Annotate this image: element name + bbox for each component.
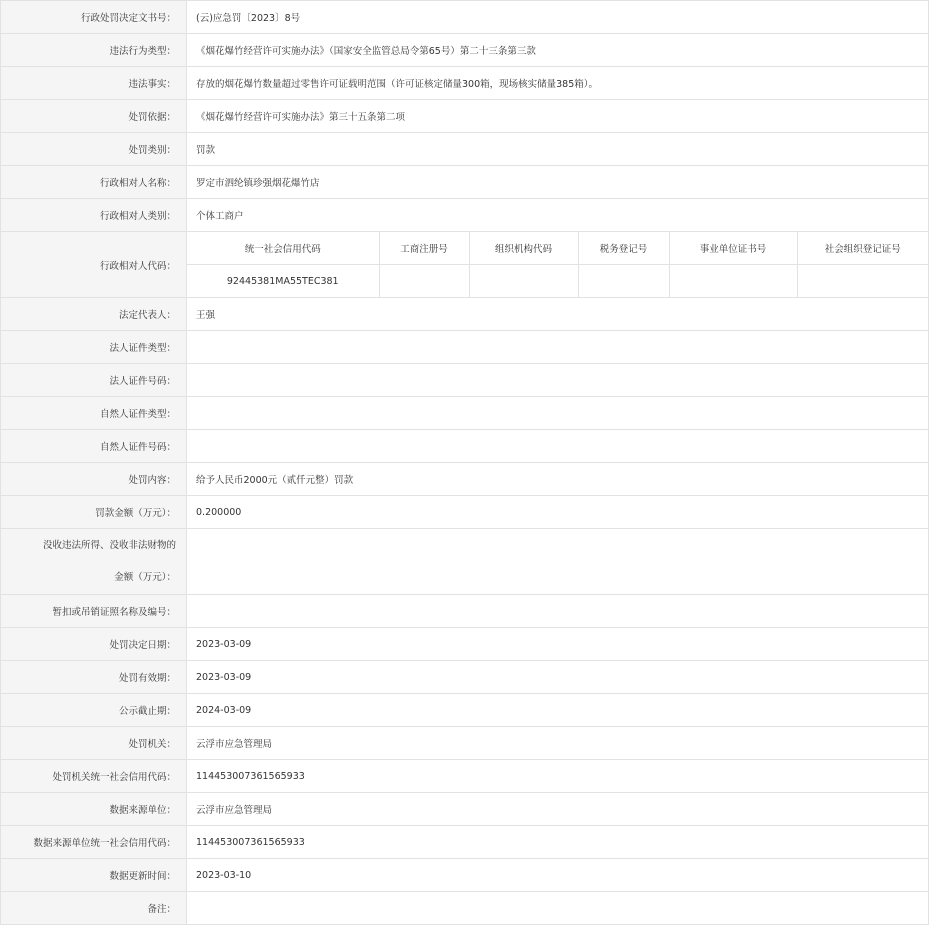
label-remarks: 备注： [1, 892, 187, 925]
value-decision-date: 2023-03-09 [187, 628, 929, 661]
row-license-revoked [1, 595, 929, 628]
value-authority-credit-code: 114453007361565933 [187, 760, 929, 793]
code-value-institution-cert [669, 265, 797, 298]
row-valid-period [1, 661, 929, 694]
row-party-name [1, 166, 929, 199]
value-publicity-deadline: 2024-03-09 [187, 694, 929, 727]
label-decision-date: 处罚决定日期： [1, 628, 187, 661]
label-party-codes: 行政相对人代码： [1, 232, 187, 298]
label-license-revoked: 暂扣或吊销证照名称及编号： [1, 595, 187, 628]
code-value-social-org [797, 265, 928, 298]
party-codes-cell [187, 232, 929, 298]
value-legal-id-type [187, 331, 929, 364]
label-source-credit-code: 数据来源单位统一社会信用代码： [1, 826, 187, 859]
row-data-source [1, 793, 929, 826]
code-header-institution-cert: 事业单位证书号 [669, 232, 797, 265]
value-violation-type: 《烟花爆竹经营许可实施办法》（国家安全监管总局令第65号）第二十三条第三款 [187, 34, 929, 67]
row-fine-amount [1, 496, 929, 529]
label-person-id-number: 自然人证件号码： [1, 430, 187, 463]
row-legal-rep [1, 298, 929, 331]
label-violation-facts: 违法事实： [1, 67, 187, 100]
row-person-id-number [1, 430, 929, 463]
code-value-org-code [469, 265, 578, 298]
value-person-id-type [187, 397, 929, 430]
row-update-time [1, 859, 929, 892]
label-decision-number: 行政处罚决定文书号： [1, 1, 187, 34]
value-source-credit-code: 114453007361565933 [187, 826, 929, 859]
row-party-type [1, 199, 929, 232]
code-header-org-code: 组织机构代码 [469, 232, 578, 265]
value-data-source: 云浮市应急管理局 [187, 793, 929, 826]
value-penalty-authority: 云浮市应急管理局 [187, 727, 929, 760]
row-publicity-deadline [1, 694, 929, 727]
code-header-business-reg: 工商注册号 [379, 232, 469, 265]
label-violation-type: 违法行为类型： [1, 34, 187, 67]
row-legal-id-number [1, 364, 929, 397]
value-remarks [187, 892, 929, 925]
value-party-name: 罗定市泗纶镇珍强烟花爆竹店 [187, 166, 929, 199]
code-value-credit: 92445381MA55TEC381 [187, 265, 379, 298]
label-legal-rep: 法定代表人： [1, 298, 187, 331]
row-decision-date [1, 628, 929, 661]
value-person-id-number [187, 430, 929, 463]
value-update-time: 2023-03-10 [187, 859, 929, 892]
row-remarks [1, 892, 929, 925]
value-decision-number: (云)应急罚〔2023〕8号 [187, 1, 929, 34]
label-party-type: 行政相对人类别： [1, 199, 187, 232]
label-fine-amount: 罚款金额（万元）： [1, 496, 187, 529]
row-violation-type [1, 34, 929, 67]
row-legal-id-type [1, 331, 929, 364]
value-valid-period: 2023-03-09 [187, 661, 929, 694]
row-authority-credit-code [1, 760, 929, 793]
value-legal-rep: 王强 [187, 298, 929, 331]
row-penalty-authority [1, 727, 929, 760]
row-confiscation [1, 529, 929, 595]
row-penalty-category [1, 133, 929, 166]
label-legal-id-type: 法人证件类型： [1, 331, 187, 364]
value-confiscation [187, 529, 929, 595]
label-authority-credit-code: 处罚机关统一社会信用代码： [1, 760, 187, 793]
value-penalty-content: 给予人民币2000元（贰仟元整）罚款 [187, 463, 929, 496]
label-person-id-type: 自然人证件类型： [1, 397, 187, 430]
label-party-name: 行政相对人名称： [1, 166, 187, 199]
label-confiscation-line2: 金额（万元）： [114, 571, 176, 583]
row-source-credit-code [1, 826, 929, 859]
value-violation-facts: 存放的烟花爆竹数量超过零售许可证载明范围（许可证核定储量300箱，现场核实储量385箱）。 [187, 67, 929, 100]
code-header-social-org: 社会组织登记证号 [797, 232, 928, 265]
label-valid-period: 处罚有效期： [1, 661, 187, 694]
party-codes-subtable [187, 232, 928, 297]
label-penalty-category: 处罚类别： [1, 133, 187, 166]
label-penalty-content: 处罚内容： [1, 463, 187, 496]
row-penalty-basis [1, 100, 929, 133]
code-value-tax-reg [578, 265, 669, 298]
row-person-id-type [1, 397, 929, 430]
code-header-tax-reg: 税务登记号 [578, 232, 669, 265]
value-penalty-basis: 《烟花爆竹经营许可实施办法》第三十五条第二项 [187, 100, 929, 133]
label-data-source: 数据来源单位： [1, 793, 187, 826]
value-fine-amount: 0.200000 [187, 496, 929, 529]
label-update-time: 数据更新时间： [1, 859, 187, 892]
code-header-credit: 统一社会信用代码 [187, 232, 379, 265]
row-penalty-content [1, 463, 929, 496]
value-license-revoked [187, 595, 929, 628]
row-party-codes [1, 232, 929, 298]
label-legal-id-number: 法人证件号码： [1, 364, 187, 397]
value-legal-id-number [187, 364, 929, 397]
label-penalty-basis: 处罚依据： [1, 100, 187, 133]
row-violation-facts [1, 67, 929, 100]
value-party-type: 个体工商户 [187, 199, 929, 232]
code-value-business-reg [379, 265, 469, 298]
label-penalty-authority: 处罚机关： [1, 727, 187, 760]
label-confiscation [1, 529, 187, 595]
row-decision-number [1, 1, 929, 34]
value-penalty-category: 罚款 [187, 133, 929, 166]
label-publicity-deadline: 公示截止期： [1, 694, 187, 727]
label-confiscation-line1: 没收违法所得、没收非法财物的 [42, 539, 176, 551]
